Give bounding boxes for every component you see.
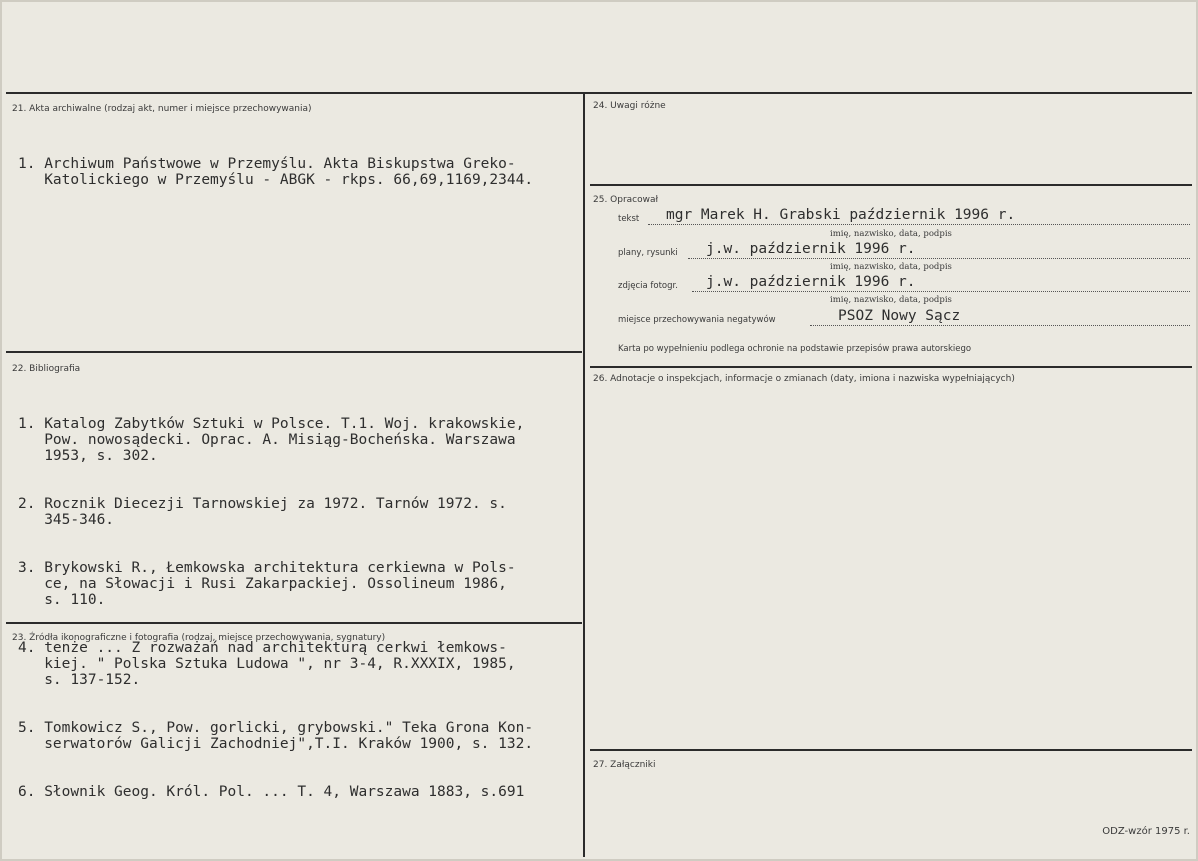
section-21-label: 21. Akta archiwalne (rodzaj akt, numer i miejsce przechowywania) (12, 104, 312, 114)
tekst-caption: imię, nazwisko, data, podpis (830, 229, 952, 239)
negatywy-label: miejsce przechowywania negatywów (618, 315, 776, 325)
zdjecia-value: j.w. październik 1996 r. (706, 274, 916, 290)
form-code: ODZ-wzór 1975 r. (1102, 826, 1190, 837)
plany-dotted-line (688, 258, 1190, 259)
top-rule (6, 92, 1192, 94)
bibliography-entry-2: 2. Rocznik Diecezji Tarnowskiej za 1972. Tarnów 1972. s. 345-346. (18, 496, 507, 528)
copyright-note: Karta po wypełnieniu podlega ochronie na podstawie przepisów prawa autorskiego (618, 344, 972, 354)
rule-left-22 (6, 351, 582, 353)
tekst-dotted-line (648, 224, 1190, 225)
tekst-label: tekst (618, 214, 640, 224)
plany-value: j.w. październik 1996 r. (706, 241, 916, 257)
bibliography-entry-1: 1. Katalog Zabytków Sztuki w Polsce. T.1. Woj. krakowskie, Pow. nowosądecki. Oprac. A. Misiąg-Bocheńska. Warszawa 1953, s. 302. (18, 416, 525, 464)
section-24-label: 24. Uwagi różne (593, 101, 666, 111)
column-divider (583, 92, 585, 857)
section-23-label: 23. Źródła ikonograficzne i fotografia (rodzaj, miejsce przechowywania, sygnatury) (12, 633, 386, 643)
rule-right-25 (590, 184, 1192, 186)
zdjecia-field (618, 274, 1190, 292)
plany-field (618, 241, 1190, 259)
negatywy-dotted-line (810, 325, 1190, 326)
zdjecia-label: zdjęcia fotogr. (618, 281, 678, 291)
tekst-value: mgr Marek H. Grabski październik 1996 r. (666, 207, 1016, 223)
archive-entry-1: 1. Archiwum Państwowe w Przemyślu. Akta Biskupstwa Greko- Katolickiego w Przemyślu - ABGK - rkps. 66,69,1169,2344. (18, 156, 534, 188)
plany-caption: imię, nazwisko, data, podpis (830, 262, 952, 272)
section-25-label: 25. Opracował (593, 195, 659, 205)
bibliography-entry-4: 4. tenże ... Z rozważań nad architekturą cerkwi łemkows- kiej. " Polska Sztuka Ludowa ", nr 3-4, R.XXXIX, 1985, s. 137-152. (18, 640, 516, 688)
rule-right-26 (590, 366, 1192, 368)
section-27-label: 27. Załączniki (593, 760, 656, 770)
zdjecia-caption: imię, nazwisko, data, podpis (830, 295, 952, 305)
negatywy-value: PSOZ Nowy Sącz (838, 308, 961, 324)
zdjecia-dotted-line (692, 291, 1190, 292)
rule-right-27 (590, 749, 1192, 751)
plany-label: plany, rysunki (618, 248, 678, 258)
bibliography-list (18, 384, 533, 832)
section-21-list (18, 124, 533, 220)
bibliography-entry-6: 6. Słownik Geog. Król. Pol. ... T. 4, Warszawa 1883, s.691 (18, 784, 525, 800)
section-22-label: 22. Bibliografia (12, 364, 81, 374)
bibliography-entry-3: 3. Brykowski R., Łemkowska architektura cerkiewna w Pols- ce, na Słowacji i Rusi Zakarpackiej. Ossolineum 1986, s. 110. (18, 560, 516, 608)
tekst-field (618, 207, 1190, 225)
section-26-label: 26. Adnotacje o inspekcjach, informacje o zmianach (daty, imiona i nazwiska wypełniających) (593, 374, 1015, 384)
bibliography-entry-5: 5. Tomkowicz S., Pow. gorlicki, grybowski." Teka Grona Kon- serwatorów Galicji Zachodniej",T.I. Kraków 1900, s. 132. (18, 720, 534, 752)
negatywy-field (618, 308, 1190, 326)
